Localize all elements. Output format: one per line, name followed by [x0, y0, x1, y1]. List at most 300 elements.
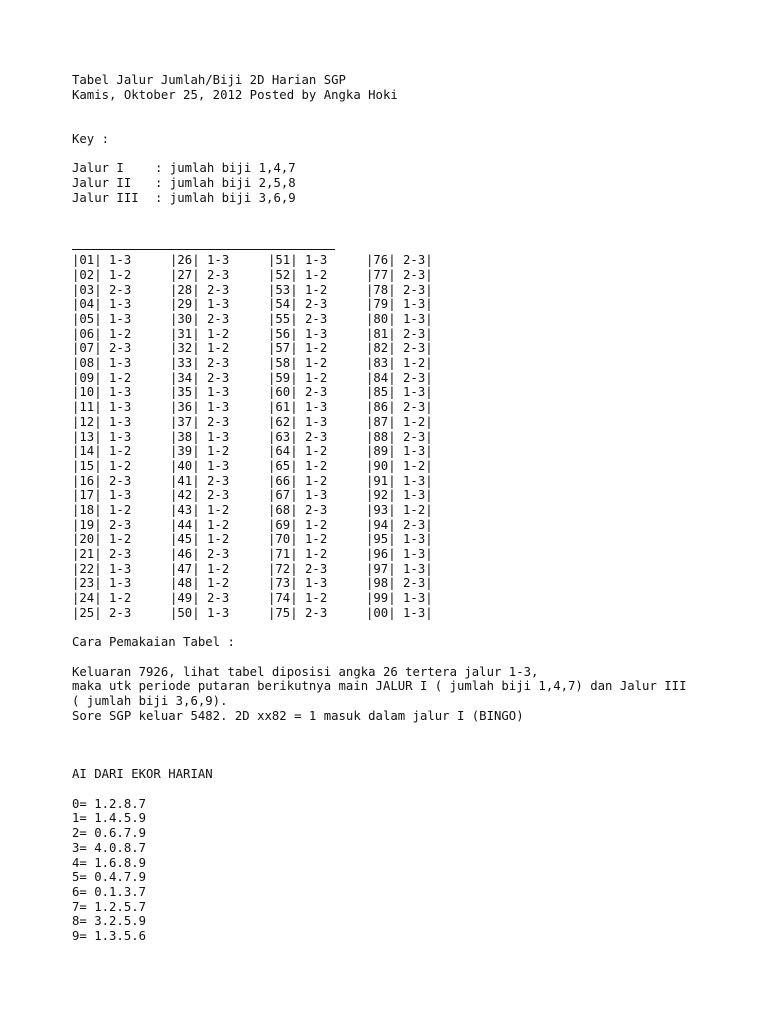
cell-jalur: 1-2	[101, 326, 132, 341]
table-cell	[268, 532, 366, 547]
table-cell	[268, 341, 366, 356]
post-meta: Kamis, Oktober 25, 2012 Posted by Angka Hoki	[72, 87, 398, 102]
cell-end-bar: |	[425, 532, 433, 547]
cell-number: |69|	[268, 517, 298, 532]
table-cell	[72, 297, 170, 312]
cell-number: |54|	[268, 297, 298, 312]
cell-number: |39|	[170, 444, 200, 459]
spacer	[72, 782, 762, 797]
cell-number: |45|	[170, 532, 200, 547]
table-cell	[268, 474, 366, 489]
cell-jalur: 1-2	[199, 532, 230, 547]
cell-jalur: 1-2	[101, 502, 132, 517]
table-cell	[366, 415, 464, 430]
cell-jalur: 2-3	[199, 282, 230, 297]
cell-jalur: 1-3	[297, 576, 328, 591]
cell-number: |72|	[268, 561, 298, 576]
cell-end-bar: |	[425, 326, 433, 341]
cell-number: |49|	[170, 591, 200, 606]
cell-jalur: 2-3	[199, 356, 230, 371]
table-cell	[268, 415, 366, 430]
cell-jalur: 1-2	[101, 532, 132, 547]
cell-jalur: 2-3	[395, 370, 426, 385]
cell-number: |02|	[72, 267, 102, 282]
cell-jalur: 1-3	[199, 253, 230, 268]
spacer	[72, 723, 762, 767]
cell-jalur: 1-2	[297, 267, 328, 282]
table-cell	[170, 488, 268, 503]
cell-number: |50|	[170, 605, 200, 620]
cell-number: |85|	[366, 385, 396, 400]
cell-number: |20|	[72, 532, 102, 547]
cell-jalur: 1-3	[199, 297, 230, 312]
cell-jalur: 1-2	[297, 356, 328, 371]
cell-jalur: 1-3	[199, 458, 230, 473]
table-cell	[366, 503, 464, 518]
key-row	[72, 161, 762, 176]
cell-end-bar: |	[425, 385, 433, 400]
cell-jalur: 2-3	[101, 473, 132, 488]
table-cell	[72, 400, 170, 415]
cell-number: |42|	[170, 488, 200, 503]
cell-jalur: 1-2	[199, 444, 230, 459]
table-cell	[170, 385, 268, 400]
cell-number: |56|	[268, 326, 298, 341]
key-row	[72, 191, 762, 206]
table-cell	[366, 356, 464, 371]
table-cell	[170, 444, 268, 459]
cell-number: |30|	[170, 312, 200, 327]
cell-jalur: 2-3	[395, 576, 426, 591]
table-cell	[366, 297, 464, 312]
cell-end-bar: |	[425, 341, 433, 356]
cell-end-bar: |	[425, 253, 433, 268]
cell-number: |37|	[170, 414, 200, 429]
cell-jalur: 1-3	[395, 561, 426, 576]
table-cell	[366, 606, 464, 621]
cell-jalur: 2-3	[297, 605, 328, 620]
table-cell	[72, 312, 170, 327]
cell-jalur: 1-2	[297, 444, 328, 459]
cell-number: |94|	[366, 517, 396, 532]
cell-jalur: 2-3	[395, 341, 426, 356]
table-cell	[366, 591, 464, 606]
cell-number: |62|	[268, 414, 298, 429]
cell-jalur: 1-3	[101, 488, 132, 503]
cell-number: |07|	[72, 341, 102, 356]
table-cell	[366, 283, 464, 298]
ai-row: 0= 1.2.8.7	[72, 796, 147, 811]
key-list	[72, 161, 762, 205]
cell-number: |86|	[366, 400, 396, 415]
cell-number: |13|	[72, 429, 102, 444]
cell-number: |98|	[366, 576, 396, 591]
table-cell	[366, 371, 464, 386]
table-cell	[268, 297, 366, 312]
document-body	[72, 73, 762, 944]
cell-jalur: 1-2	[199, 502, 230, 517]
cell-number: |90|	[366, 458, 396, 473]
table-cell	[268, 430, 366, 445]
table-cell	[170, 518, 268, 533]
cell-jalur: 2-3	[101, 282, 132, 297]
cell-jalur: 1-3	[101, 297, 132, 312]
ai-row: 2= 0.6.7.9	[72, 826, 147, 841]
cell-jalur: 2-3	[101, 517, 132, 532]
cell-jalur: 2-3	[101, 341, 132, 356]
cell-jalur: 2-3	[395, 400, 426, 415]
table-cell	[268, 356, 366, 371]
table-cell	[72, 591, 170, 606]
cell-end-bar: |	[425, 312, 433, 327]
cell-number: |71|	[268, 547, 298, 562]
key-heading: Key :	[72, 131, 110, 146]
cell-number: |14|	[72, 444, 102, 459]
table-cell	[268, 547, 366, 562]
table-cell	[72, 356, 170, 371]
cell-jalur: 2-3	[199, 547, 230, 562]
spacer	[72, 146, 762, 161]
table-cell	[366, 385, 464, 400]
usage-line: maka utk periode putaran berikutnya main JALUR I ( jumlah biji 1,4,7) dan Jalur III	[72, 679, 687, 694]
ai-row: 6= 0.1.3.7	[72, 884, 147, 899]
cell-jalur: 2-3	[297, 385, 328, 400]
usage-line: Keluaran 7926, lihat tabel diposisi angka 26 tertera jalur 1-3,	[72, 664, 539, 679]
spacer	[72, 205, 762, 249]
ai-row: 8= 3.2.5.9	[72, 914, 147, 929]
cell-jalur: 1-3	[199, 385, 230, 400]
cell-jalur: 1-2	[101, 444, 132, 459]
table-cell	[72, 341, 170, 356]
cell-number: |97|	[366, 561, 396, 576]
cell-number: |05|	[72, 312, 102, 327]
cell-jalur: 2-3	[395, 282, 426, 297]
table-cell	[366, 562, 464, 577]
ai-row: 4= 1.6.8.9	[72, 855, 147, 870]
table-cell	[170, 474, 268, 489]
table-cell	[268, 385, 366, 400]
cell-jalur: 1-3	[395, 488, 426, 503]
table-cell	[72, 576, 170, 591]
cell-number: |31|	[170, 326, 200, 341]
cell-number: |32|	[170, 341, 200, 356]
cell-number: |59|	[268, 370, 298, 385]
cell-number: |89|	[366, 444, 396, 459]
table-cell	[366, 518, 464, 533]
cell-number: |41|	[170, 473, 200, 488]
cell-jalur: 1-3	[101, 429, 132, 444]
cell-number: |76|	[366, 253, 396, 268]
cell-jalur: 1-3	[395, 312, 426, 327]
cell-jalur: 1-2	[297, 517, 328, 532]
table-cell	[72, 474, 170, 489]
cell-end-bar: |	[425, 297, 433, 312]
cell-end-bar: |	[425, 591, 433, 606]
cell-number: |19|	[72, 517, 102, 532]
cell-jalur: 2-3	[395, 267, 426, 282]
table-cell	[366, 488, 464, 503]
cell-jalur: 1-2	[297, 458, 328, 473]
table-cell	[170, 547, 268, 562]
cell-number: |18|	[72, 502, 102, 517]
cell-number: |92|	[366, 488, 396, 503]
table-cell	[366, 444, 464, 459]
cell-number: |24|	[72, 591, 102, 606]
cell-jalur: 2-3	[101, 547, 132, 562]
table-cell	[268, 283, 366, 298]
table-cell	[72, 385, 170, 400]
cell-number: |35|	[170, 385, 200, 400]
cell-number: |21|	[72, 547, 102, 562]
cell-end-bar: |	[425, 547, 433, 562]
cell-jalur: 1-2	[395, 356, 426, 371]
usage-paragraph	[72, 665, 762, 724]
table-cell	[170, 562, 268, 577]
key-label: Jalur II	[72, 175, 132, 190]
cell-jalur: 1-2	[101, 267, 132, 282]
cell-number: |34|	[170, 370, 200, 385]
cell-number: |61|	[268, 400, 298, 415]
table-cell	[268, 327, 366, 342]
table-cell	[268, 444, 366, 459]
table-cell	[366, 400, 464, 415]
cell-number: |75|	[268, 605, 298, 620]
key-description: : jumlah biji 1,4,7	[155, 161, 296, 176]
cell-number: |57|	[268, 341, 298, 356]
table-cell	[170, 371, 268, 386]
cell-number: |17|	[72, 488, 102, 503]
cell-end-bar: |	[425, 356, 433, 371]
cell-number: |84|	[366, 370, 396, 385]
table-column	[72, 253, 170, 620]
cell-jalur: 1-3	[395, 532, 426, 547]
cell-number: |10|	[72, 385, 102, 400]
cell-jalur: 1-3	[395, 444, 426, 459]
cell-jalur: 1-3	[101, 385, 132, 400]
table-column	[366, 253, 464, 620]
cell-jalur: 1-3	[395, 547, 426, 562]
cell-number: |80|	[366, 312, 396, 327]
cell-jalur: 1-3	[297, 414, 328, 429]
table-cell	[170, 532, 268, 547]
cell-number: |70|	[268, 532, 298, 547]
cell-jalur: 1-3	[395, 591, 426, 606]
table-cell	[366, 474, 464, 489]
cell-number: |60|	[268, 385, 298, 400]
table-cell	[366, 532, 464, 547]
table-cell	[170, 253, 268, 268]
key-description: : jumlah biji 2,5,8	[155, 175, 296, 190]
cell-number: |83|	[366, 356, 396, 371]
cell-number: |26|	[170, 253, 200, 268]
cell-number: |27|	[170, 267, 200, 282]
cell-jalur: 1-3	[101, 312, 132, 327]
cell-number: |68|	[268, 502, 298, 517]
usage-line: Sore SGP keluar 5482. 2D xx82 = 1 masuk dalam jalur I (BINGO)	[72, 708, 524, 723]
table-cell	[170, 503, 268, 518]
cell-number: |29|	[170, 297, 200, 312]
cell-jalur: 1-3	[101, 356, 132, 371]
cell-number: |11|	[72, 400, 102, 415]
table-cell	[170, 268, 268, 283]
cell-number: |09|	[72, 370, 102, 385]
cell-number: |78|	[366, 282, 396, 297]
table-cell	[366, 253, 464, 268]
key-label: Jalur III	[72, 190, 139, 205]
ai-row: 1= 1.4.5.9	[72, 811, 147, 826]
cell-jalur: 2-3	[297, 429, 328, 444]
table-cell	[268, 488, 366, 503]
cell-jalur: 1-2	[199, 517, 230, 532]
table-cell	[170, 459, 268, 474]
cell-jalur: 2-3	[395, 429, 426, 444]
cell-number: |63|	[268, 429, 298, 444]
cell-jalur: 1-2	[199, 326, 230, 341]
cell-end-bar: |	[425, 561, 433, 576]
cell-number: |00|	[366, 605, 396, 620]
table-cell	[170, 430, 268, 445]
key-row	[72, 176, 762, 191]
cell-number: |04|	[72, 297, 102, 312]
cell-number: |66|	[268, 473, 298, 488]
cell-number: |87|	[366, 414, 396, 429]
cell-jalur: 1-2	[297, 547, 328, 562]
cell-jalur: 1-2	[297, 282, 328, 297]
table-column	[268, 253, 366, 620]
cell-number: |22|	[72, 561, 102, 576]
cell-jalur: 1-2	[297, 341, 328, 356]
usage-line: ( jumlah biji 3,6,9).	[72, 693, 228, 708]
table-cell	[268, 400, 366, 415]
cell-jalur: 1-3	[199, 605, 230, 620]
cell-number: |33|	[170, 356, 200, 371]
cell-number: |47|	[170, 561, 200, 576]
cell-number: |03|	[72, 282, 102, 297]
cell-end-bar: |	[425, 502, 433, 517]
cell-jalur: 1-2	[199, 341, 230, 356]
table-cell	[72, 518, 170, 533]
key-description: : jumlah biji 3,6,9	[155, 190, 296, 205]
cell-jalur: 2-3	[199, 312, 230, 327]
ai-heading: AI DARI EKOR HARIAN	[72, 767, 213, 782]
cell-number: |01|	[72, 253, 102, 268]
cell-jalur: 1-2	[395, 458, 426, 473]
table-cell	[72, 430, 170, 445]
cell-end-bar: |	[425, 488, 433, 503]
cell-number: |96|	[366, 547, 396, 562]
cell-end-bar: |	[425, 429, 433, 444]
table-cell	[170, 341, 268, 356]
cell-jalur: 1-3	[395, 473, 426, 488]
cell-number: |67|	[268, 488, 298, 503]
cell-number: |73|	[268, 576, 298, 591]
table-cell	[72, 503, 170, 518]
cell-jalur: 1-3	[297, 326, 328, 341]
cell-number: |91|	[366, 473, 396, 488]
cell-end-bar: |	[425, 414, 433, 429]
ai-list	[72, 797, 762, 944]
cell-number: |53|	[268, 282, 298, 297]
table-cell	[268, 371, 366, 386]
table-cell	[366, 459, 464, 474]
table-cell	[366, 268, 464, 283]
cell-jalur: 1-2	[199, 576, 230, 591]
cell-end-bar: |	[425, 517, 433, 532]
table-cell	[366, 576, 464, 591]
cell-number: |58|	[268, 356, 298, 371]
cell-number: |82|	[366, 341, 396, 356]
cell-number: |65|	[268, 458, 298, 473]
cell-number: |88|	[366, 429, 396, 444]
table-column	[170, 253, 268, 620]
cell-jalur: 2-3	[395, 253, 426, 268]
table-cell	[72, 415, 170, 430]
spacer	[72, 620, 762, 635]
ai-row: 7= 1.2.5.7	[72, 899, 147, 914]
cell-number: |81|	[366, 326, 396, 341]
table-cell	[72, 283, 170, 298]
table-cell	[72, 444, 170, 459]
cell-jalur: 1-2	[199, 561, 230, 576]
usage-heading: Cara Pemakaian Tabel :	[72, 635, 235, 650]
cell-jalur: 2-3	[199, 473, 230, 488]
table-cell	[366, 312, 464, 327]
cell-jalur: 1-3	[395, 605, 426, 620]
table-cell	[72, 253, 170, 268]
cell-number: |77|	[366, 267, 396, 282]
table-cell	[72, 547, 170, 562]
cell-jalur: 1-2	[395, 502, 426, 517]
cell-number: |95|	[366, 532, 396, 547]
cell-jalur: 1-2	[297, 591, 328, 606]
cell-number: |25|	[72, 605, 102, 620]
cell-number: |12|	[72, 414, 102, 429]
table-cell	[170, 576, 268, 591]
table-cell	[268, 518, 366, 533]
cell-end-bar: |	[425, 605, 433, 620]
cell-number: |51|	[268, 253, 298, 268]
cell-number: |28|	[170, 282, 200, 297]
cell-number: |93|	[366, 502, 396, 517]
cell-number: |23|	[72, 576, 102, 591]
cell-jalur: 2-3	[199, 370, 230, 385]
cell-number: |40|	[170, 458, 200, 473]
table-cell	[170, 415, 268, 430]
cell-jalur: 2-3	[101, 605, 132, 620]
table-cell	[170, 400, 268, 415]
cell-jalur: 2-3	[297, 312, 328, 327]
cell-jalur: 1-3	[101, 400, 132, 415]
cell-jalur: 1-3	[101, 561, 132, 576]
table-cell	[268, 576, 366, 591]
cell-jalur: 2-3	[199, 267, 230, 282]
cell-jalur: 1-2	[101, 370, 132, 385]
table-cell	[72, 562, 170, 577]
cell-number: |36|	[170, 400, 200, 415]
ai-row: 5= 0.4.7.9	[72, 870, 147, 885]
cell-end-bar: |	[425, 458, 433, 473]
table-cell	[170, 327, 268, 342]
cell-number: |52|	[268, 267, 298, 282]
cell-end-bar: |	[425, 473, 433, 488]
cell-end-bar: |	[425, 370, 433, 385]
table-cell	[72, 532, 170, 547]
ai-row: 3= 4.0.8.7	[72, 840, 147, 855]
table-cell	[170, 591, 268, 606]
table-cell	[170, 312, 268, 327]
table-cell	[366, 547, 464, 562]
cell-jalur: 2-3	[297, 561, 328, 576]
